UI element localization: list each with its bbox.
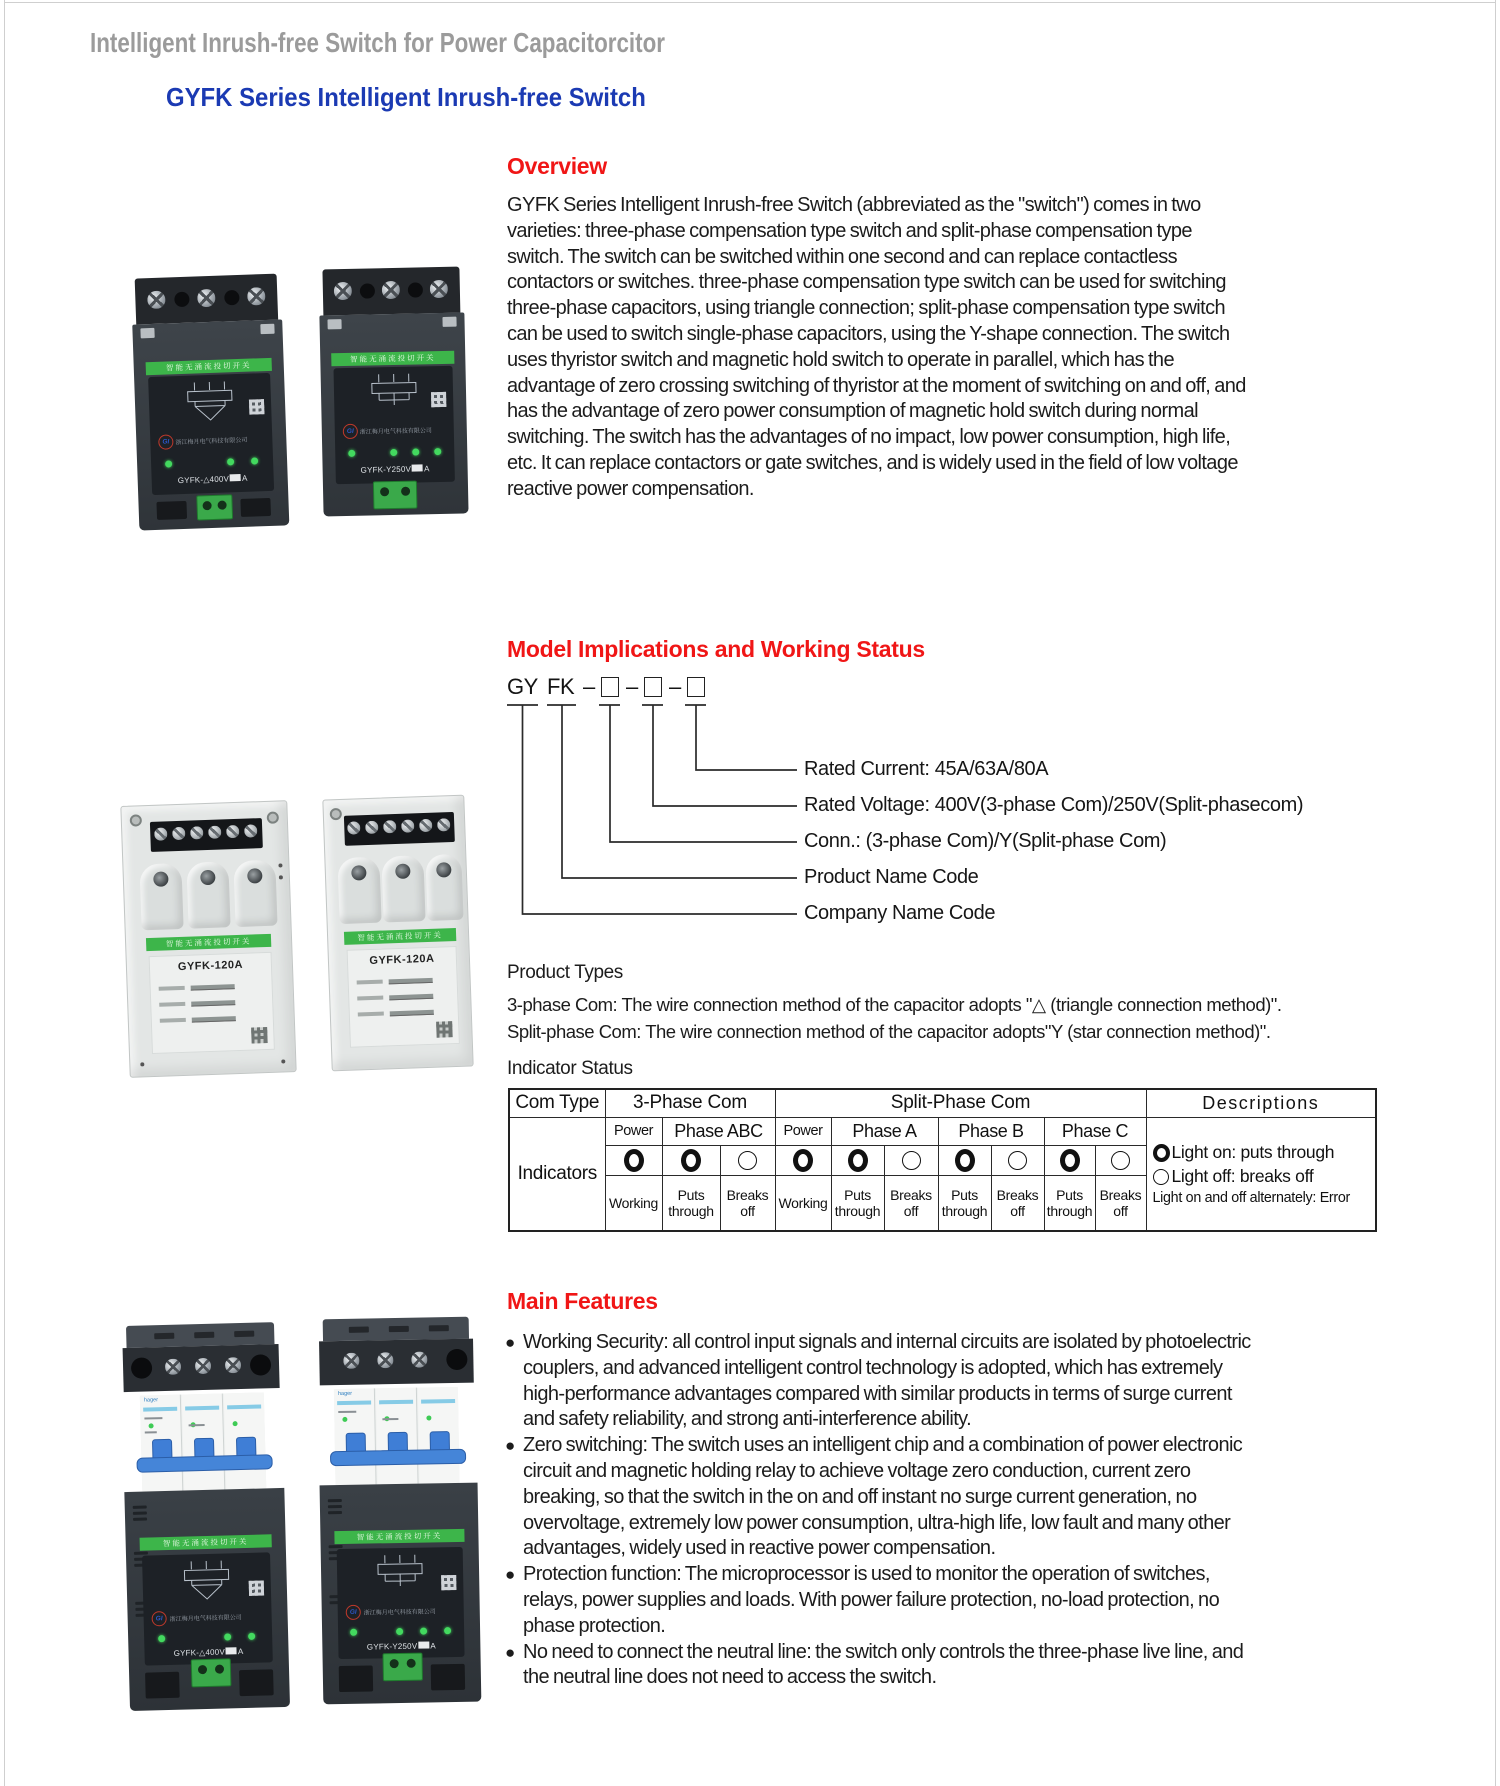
indicator-cell xyxy=(831,1145,884,1175)
model-label xyxy=(152,473,274,486)
indicator-led xyxy=(1111,1151,1130,1170)
pole-text-line xyxy=(338,1411,356,1413)
page-left-border xyxy=(4,0,5,1786)
feature-neutral-line: ● No need to connect the neutral line: the switch only controls the three-phase live line, and the neutral line does not need to access the switch. xyxy=(507,1640,1259,1692)
rating-box xyxy=(412,464,423,471)
vent-line xyxy=(328,1505,342,1508)
terminal-top xyxy=(123,1344,280,1392)
qr-code xyxy=(249,399,265,415)
spec-label-panel xyxy=(149,952,275,1054)
feature-working-security: ● Working Security: all control input signals and internal circuits are isolated by photoelectric couplers, and advanced intelligent control technology is adopted, which has extremely high-performance advantages compared with similar products in terms of surge current and safety reliability, and strong anti-interference ability. xyxy=(507,1330,1259,1433)
model-label-connection: Conn.: (3-phase Com)/Y(Split-phase Com) xyxy=(804,830,1167,852)
led-off-icon xyxy=(1153,1169,1169,1185)
rating-box xyxy=(230,474,241,481)
spec-row xyxy=(160,1018,186,1023)
indicator-cell xyxy=(1044,1145,1095,1175)
screw-icon xyxy=(190,826,203,839)
company-name-text: 浙江梅月电气科技有限公司 xyxy=(363,1609,436,1617)
screw-icon xyxy=(195,1358,211,1374)
indicator-meaning: Breaks off xyxy=(1095,1175,1146,1231)
led-indicator xyxy=(227,458,234,465)
led-indicator xyxy=(350,1629,357,1636)
led-indicator xyxy=(224,1633,231,1640)
green-strip-label: 智能无涌流投切开关 xyxy=(140,1534,272,1550)
overview-body: GYFK Series Intelligent Inrush-free Switch (abbreviated as the "switch") comes in two varieties: three-phase compensation type switch and split-phase compensation type switch. The switch can be switched within one second and can replace contactless contactors or switches. three-phase compensation type switch can be used for switching three-phase capacitors, using triangle connection; split-phase compensation type switch can be used to switch single-phase capacitors, using the Y-shape connection. The switch uses thyristor switch and magnetic hold switch to operate in parallel, which has the advantage of zero crossing switching of thyristor at the moment of switching on and off, and has the advantage of zero power consumption of magnetic hold switch during normal switching. The switch has the advantages of no impact, low power consumption, high life, etc. It can replace contactors or gate switches, and is widely used in the field of low voltage reactive power compensation. xyxy=(507,194,1246,500)
vent-slot xyxy=(194,1332,214,1339)
screw-icon xyxy=(154,827,167,840)
product-type-splitphase: Split-phase Com: The wire connection method of the capacitor adopts"Y (star connection method)". xyxy=(507,1021,1271,1042)
screw-icon xyxy=(437,818,450,831)
indicator-status-heading: Indicator Status xyxy=(507,1058,633,1079)
indicator-meaning: Breaks off xyxy=(991,1175,1044,1231)
mount-hole xyxy=(267,811,279,823)
vent-line xyxy=(134,1552,148,1555)
pole-stripe xyxy=(227,1404,261,1409)
indicator-cell xyxy=(1095,1145,1146,1175)
pole-indicator xyxy=(426,1415,431,1420)
vent-line xyxy=(133,1512,147,1515)
breaker-switch-triangle xyxy=(120,1322,290,1711)
terminal-tower xyxy=(381,855,425,922)
indicator-led xyxy=(955,1149,975,1172)
pole-text-line xyxy=(144,1417,162,1419)
terminal-tower xyxy=(425,854,463,921)
pole-stripe xyxy=(143,1407,177,1412)
screw-icon xyxy=(147,290,166,309)
model-connector-lines xyxy=(507,704,800,919)
breaker-pole xyxy=(224,1392,266,1489)
switch-body xyxy=(320,1483,482,1705)
main-features-list xyxy=(507,1330,1259,1691)
spec-row xyxy=(358,1012,384,1017)
product-photo-breaker-switches xyxy=(120,1318,470,1728)
subhead-phase-abc: Phase ABC xyxy=(662,1117,775,1145)
rating-box xyxy=(418,1641,429,1648)
screw-icon xyxy=(165,1359,181,1375)
led-indicator xyxy=(420,1628,427,1635)
led-indicator xyxy=(251,457,258,464)
terminal-hole xyxy=(360,283,375,298)
led-indicator xyxy=(158,1635,165,1642)
legend-light-off: Light off: breaks off xyxy=(1153,1164,1372,1188)
amp-suffix: A xyxy=(430,1641,436,1651)
terminal-tower xyxy=(186,861,230,928)
pole-stripe xyxy=(421,1399,455,1404)
switch-body xyxy=(319,312,468,516)
terminal-hole xyxy=(446,1349,467,1370)
indicator-led xyxy=(1008,1151,1027,1170)
model-code-dash: – xyxy=(626,674,638,699)
terminal-hole xyxy=(131,1357,153,1379)
mount-hole xyxy=(130,814,142,826)
screw-icon xyxy=(411,1351,427,1367)
pole-text-line xyxy=(145,1431,157,1433)
screw-icon xyxy=(343,1353,359,1369)
vent-line xyxy=(133,1506,147,1509)
front-panel xyxy=(148,373,274,495)
pole-indicator xyxy=(233,1421,238,1426)
screw-icon xyxy=(226,825,239,838)
terminal-hole xyxy=(408,282,423,297)
bottom-block xyxy=(145,1672,180,1699)
circuit-diagram xyxy=(360,372,427,415)
amp-suffix: A xyxy=(423,464,430,474)
model-code-company: GY xyxy=(507,674,538,699)
white-switch xyxy=(322,795,473,1072)
screw-icon xyxy=(377,1352,393,1368)
model-label-rated-current: Rated Current: 45A/63A/80A xyxy=(804,758,1049,780)
subhead-power: Power xyxy=(605,1117,662,1145)
model-code-product: FK xyxy=(547,674,575,699)
screw-icon xyxy=(334,282,352,300)
model-code-dash: – xyxy=(669,674,681,699)
model-code-text: GYFK-△400V xyxy=(173,1647,226,1658)
company-name-text: 浙江梅月电气科技有限公司 xyxy=(359,428,432,436)
model-label xyxy=(336,464,455,475)
indicator-cell xyxy=(991,1145,1044,1175)
mount-clip xyxy=(327,319,341,329)
terminal-top xyxy=(135,274,279,325)
terminal-tower xyxy=(233,860,277,927)
indicator-meaning: Puts through xyxy=(1044,1175,1095,1231)
terminal-tower xyxy=(139,863,183,930)
spec-row xyxy=(159,986,185,991)
screw-icon xyxy=(382,281,400,299)
led-indicator xyxy=(412,448,419,455)
row-label-indicators: Indicators xyxy=(509,1117,605,1231)
product-photo-dark-switches xyxy=(125,262,470,542)
terminal-hole xyxy=(224,290,240,306)
terminal-bar xyxy=(344,812,455,846)
breaker-tie-bar xyxy=(330,1449,466,1466)
descriptions-cell xyxy=(1146,1117,1376,1231)
circuit-diagram xyxy=(367,1553,434,1596)
mount-clip xyxy=(260,324,274,334)
terminal-hole xyxy=(174,292,190,308)
model-label: GYFK-120A xyxy=(177,958,244,974)
screw-icon xyxy=(401,819,414,832)
brand-logo: GI xyxy=(343,424,358,439)
breaker-pole xyxy=(140,1395,183,1492)
bottom-block xyxy=(431,1664,465,1691)
led-indicator xyxy=(434,448,441,455)
green-strip-label: 智能无涌流投切开关 xyxy=(146,358,272,375)
qr-code xyxy=(249,1580,264,1595)
legend-light-on: Light on: puts through xyxy=(1153,1140,1372,1164)
front-panel xyxy=(142,1552,273,1665)
overview-heading: Overview xyxy=(507,153,607,179)
pole-text-line xyxy=(382,1418,398,1420)
model-code-text: GYFK-△400V xyxy=(177,474,230,486)
indicator-status-table xyxy=(508,1088,1377,1232)
led-indicator xyxy=(444,1627,451,1634)
group-splitphase: Split-Phase Com xyxy=(775,1089,1146,1117)
green-terminal xyxy=(382,1653,422,1682)
breaker-pole xyxy=(334,1388,377,1485)
pole-text-line xyxy=(189,1424,205,1426)
brand-logo: GI xyxy=(346,1605,361,1620)
spec-value xyxy=(191,1000,235,1007)
pole-indicator xyxy=(149,1423,154,1428)
descriptions-header: Descriptions xyxy=(1146,1089,1376,1117)
mount-hole xyxy=(330,808,342,820)
led-indicator xyxy=(165,460,172,467)
vent-line xyxy=(328,1511,342,1514)
page-title: Intelligent Inrush-free Switch for Power Capacitorcitor xyxy=(90,27,666,58)
screw-icon xyxy=(208,825,221,838)
mount-screw xyxy=(281,1059,285,1063)
amp-suffix: A xyxy=(237,1647,244,1657)
green-strip-label: 智能无涌流投切开关 xyxy=(334,1529,464,1544)
bottom-block xyxy=(156,501,187,520)
front-panel xyxy=(333,366,454,484)
model-label-rated-voltage: Rated Voltage: 400V(3-phase Com)/250V(Split-phasecom) xyxy=(804,794,1304,816)
green-strip-label: 智能无涌流投切开关 xyxy=(146,934,271,951)
indicator-led xyxy=(681,1149,701,1172)
feature-zero-switching: ● Zero switching: The switch uses an intelligent chip and a combination of power electronic circuit and magnetic holding relay to achieve voltage zero conduction, current zero breaking, so that the switch in the on and off instant no surge current generation, no overvoltage, extremely low power consumption, ultra-high life, low fault and many other advantages, widely used in reactive power compensation. xyxy=(507,1433,1259,1562)
qr-code xyxy=(436,1021,453,1038)
breaker-brand-text: hager xyxy=(337,1390,353,1398)
led-indicator xyxy=(348,450,355,457)
led-indicator xyxy=(396,1628,403,1635)
terminal-hole xyxy=(250,1354,272,1376)
screw-icon xyxy=(244,824,257,837)
subhead-phase-c: Phase C xyxy=(1044,1117,1146,1145)
page-subtitle: GYFK Series Intelligent Inrush-free Switch xyxy=(166,82,646,112)
main-features-heading: Main Features xyxy=(507,1288,658,1314)
bottom-block xyxy=(339,1665,373,1692)
pole-stripe xyxy=(337,1400,371,1405)
breaker-brand-text: hager xyxy=(143,1397,159,1404)
indicator-cell xyxy=(605,1145,662,1175)
subhead-phase-a: Phase A xyxy=(831,1117,938,1145)
indicator-cell xyxy=(884,1145,938,1175)
mount-screw xyxy=(140,1062,144,1066)
spec-value xyxy=(389,978,433,985)
product-photo-white-switches xyxy=(120,795,472,1083)
table-corner-com-type: Com Type xyxy=(509,1089,605,1117)
model-heading: Model Implications and Working Status xyxy=(507,636,925,662)
breaker-pole xyxy=(376,1388,419,1485)
vent-slot xyxy=(389,1326,409,1332)
vent-slot xyxy=(429,1325,449,1331)
vent-line xyxy=(329,1545,343,1548)
indicator-cell xyxy=(775,1145,831,1175)
indicator-meaning: Breaks off xyxy=(884,1175,938,1231)
terminal-tower xyxy=(337,857,381,924)
led-on-icon xyxy=(1153,1144,1170,1162)
breaker-switch-y xyxy=(317,1317,482,1705)
model-code-box-current xyxy=(687,677,705,697)
brand-logo: GI xyxy=(151,1611,166,1626)
green-terminal xyxy=(373,481,418,510)
indicator-dot xyxy=(278,863,282,867)
breaker-pole xyxy=(182,1393,225,1490)
model-label-product-name: Product Name Code xyxy=(804,866,979,888)
vent-slot xyxy=(234,1331,254,1338)
screw-icon xyxy=(247,287,266,306)
qr-code xyxy=(431,392,446,407)
switch-body xyxy=(124,1488,290,1711)
terminal-bar xyxy=(150,818,263,852)
mount-clip xyxy=(140,328,154,338)
product-types-heading: Product Types xyxy=(507,962,623,983)
screw-icon xyxy=(197,289,216,308)
breaker-module xyxy=(140,1392,266,1491)
led-indicator xyxy=(248,1633,255,1640)
rating-box xyxy=(226,1647,237,1654)
indicator-meaning: Puts through xyxy=(938,1175,991,1231)
spec-value xyxy=(192,1016,236,1023)
model-code-text: GYFK-Y250V xyxy=(360,464,412,475)
vent-slot xyxy=(154,1333,174,1340)
indicator-meaning: Breaks off xyxy=(720,1175,775,1231)
screw-icon xyxy=(430,280,448,298)
screw-icon xyxy=(225,1357,241,1373)
screw-icon xyxy=(172,827,185,840)
led-indicator xyxy=(390,449,397,456)
screw-icon xyxy=(365,821,378,834)
indicator-meaning: Puts through xyxy=(662,1175,720,1231)
amp-suffix: A xyxy=(241,473,248,483)
indicator-cell xyxy=(938,1145,991,1175)
dark-switch-y xyxy=(318,267,468,517)
circuit-diagram xyxy=(173,1559,240,1603)
pole-indicator xyxy=(342,1417,347,1422)
breaker-module xyxy=(334,1387,460,1485)
model-code-box-voltage xyxy=(644,677,662,697)
pole-stripe xyxy=(185,1406,219,1411)
model-label-company-name: Company Name Code xyxy=(804,902,996,924)
spec-label-panel xyxy=(347,946,460,1048)
group-3phase: 3-Phase Com xyxy=(605,1089,775,1117)
vent-line xyxy=(133,1518,147,1521)
indicator-led xyxy=(738,1151,757,1170)
terminal-top xyxy=(319,1339,474,1386)
vent-line xyxy=(328,1499,342,1502)
indicator-led xyxy=(1060,1149,1080,1172)
mount-clip xyxy=(442,317,456,327)
model-label xyxy=(338,1641,464,1652)
spec-value xyxy=(389,994,433,1001)
page-right-border xyxy=(1495,0,1496,1786)
qr-code xyxy=(251,1027,268,1044)
model-code-dash: – xyxy=(583,674,595,699)
bottom-block xyxy=(239,1669,274,1696)
green-terminal xyxy=(196,494,233,520)
company-name-text: 浙江梅月电气科技有限公司 xyxy=(175,437,248,447)
vent-slot xyxy=(349,1326,369,1332)
spec-row xyxy=(357,980,383,985)
indicator-dot xyxy=(279,875,283,879)
indicator-led xyxy=(624,1149,644,1172)
spec-row xyxy=(159,1002,185,1007)
breaker-pole xyxy=(418,1387,460,1484)
model-code-box-conn xyxy=(601,677,619,697)
indicator-meaning: Working xyxy=(605,1175,662,1231)
qr-code xyxy=(441,1575,456,1590)
screw-icon xyxy=(347,821,360,834)
green-strip-label: 智能无涌流投切开关 xyxy=(344,928,456,945)
screw-icon xyxy=(383,820,396,833)
dark-switch-triangle xyxy=(131,273,290,530)
green-terminal xyxy=(191,1658,232,1687)
indicator-cell xyxy=(720,1145,775,1175)
white-switch xyxy=(120,800,296,1078)
spec-value xyxy=(191,984,235,991)
circuit-diagram xyxy=(176,380,243,424)
spec-value xyxy=(390,1010,434,1017)
indicator-led xyxy=(848,1149,868,1172)
subhead-phase-b: Phase B xyxy=(938,1117,1044,1145)
spec-row xyxy=(357,996,383,1001)
model-code-text: GYFK-Y250V xyxy=(366,1641,418,1652)
front-panel xyxy=(337,1547,465,1659)
terminal-top xyxy=(322,267,460,316)
switch-body xyxy=(132,319,289,530)
brand-logo: GI xyxy=(158,434,174,450)
page-top-border xyxy=(4,2,1495,3)
product-type-3phase: 3-phase Com: The wire connection method of the capacitor adopts "△ (triangle connection method)". xyxy=(507,994,1282,1015)
model-label xyxy=(144,1646,272,1658)
green-strip-label: 智能无涌流投切开关 xyxy=(331,351,454,367)
feature-protection: ● Protection function: The microprocessor is used to monitor the operation of switches, relays, power supplies and loads. With power failure protection, no-load protection, no phase protection. xyxy=(507,1562,1259,1639)
subhead-power: Power xyxy=(775,1117,831,1145)
legend-alternately: Light on and off alternately: Error xyxy=(1152,1189,1350,1206)
indicator-cell xyxy=(662,1145,720,1175)
indicator-led xyxy=(793,1149,813,1172)
company-name-text: 浙江梅月电气科技有限公司 xyxy=(169,1615,242,1623)
bottom-block xyxy=(240,498,271,517)
indicator-meaning: Working xyxy=(775,1175,831,1231)
indicator-led xyxy=(902,1151,921,1170)
pole-stripe xyxy=(379,1400,413,1405)
switch-roof xyxy=(323,1317,469,1342)
screw-icon xyxy=(419,819,432,832)
indicator-meaning: Puts through xyxy=(831,1175,884,1231)
model-label: GYFK-120A xyxy=(369,952,435,968)
